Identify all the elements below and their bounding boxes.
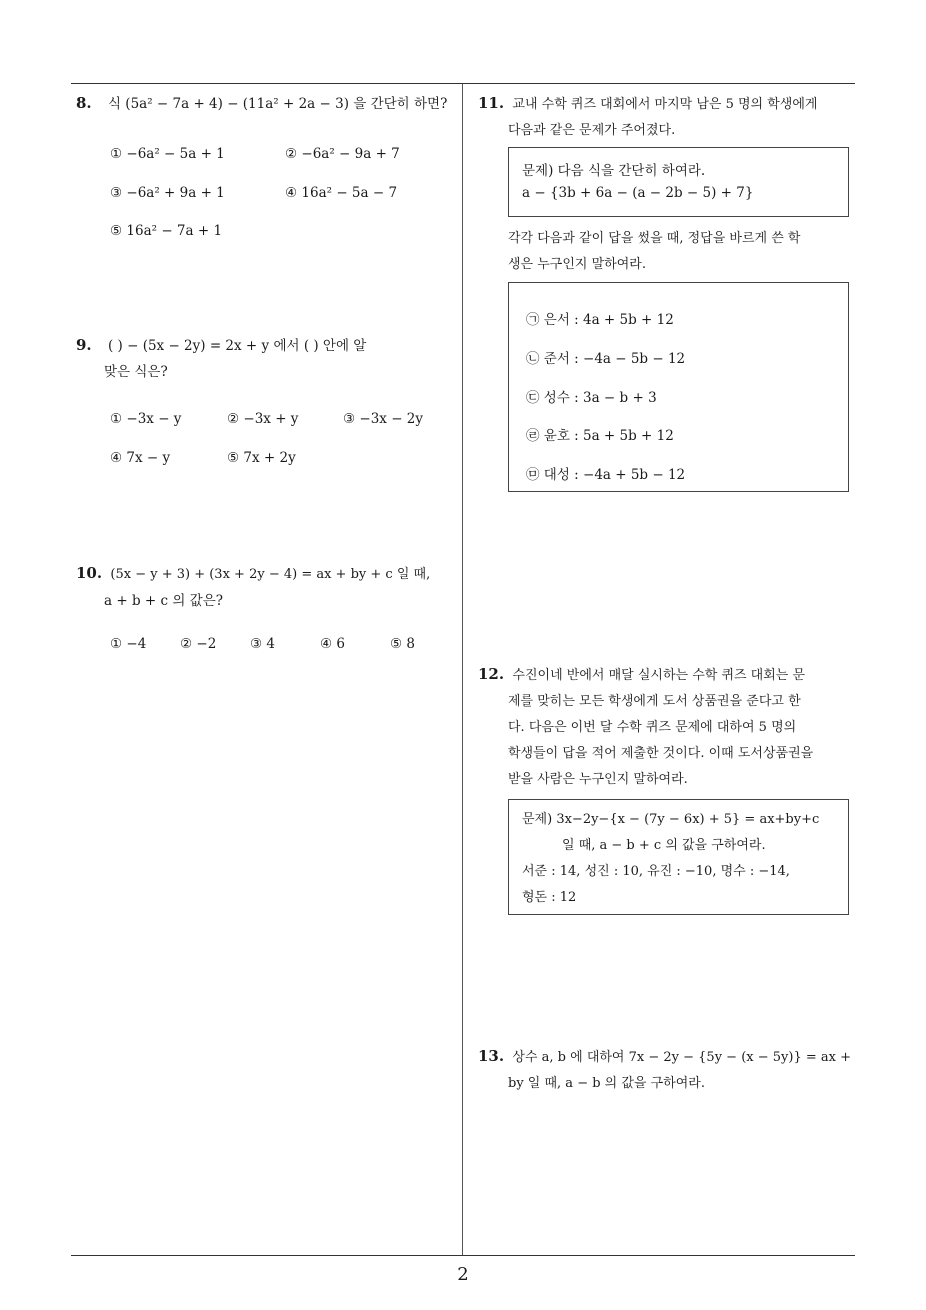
question-text-line2: 다음과 같은 문제가 주어졌다.	[508, 123, 676, 138]
question-12	[478, 661, 862, 793]
question-number: 10.	[76, 564, 103, 582]
question-text: 식 (5a² − 7a + 4) − (11a² + 2a − 3) 을 간단히 하면?	[107, 96, 448, 112]
option-4[interactable]: ④ 16a² − 5a − 7	[285, 185, 398, 201]
option-3[interactable]: ③ −3x − 2y	[343, 411, 424, 427]
question-number: 8.	[76, 94, 92, 112]
answer-item[interactable]: ㉢ 성수 : 3a − b + 3	[526, 390, 657, 406]
option-4[interactable]: ④ 6	[320, 636, 345, 652]
answer-item[interactable]: ㉡ 준서 : −4a − 5b − 12	[526, 351, 686, 367]
question-text-line1: 교내 수학 퀴즈 대회에서 마지막 남은 5 명의 학생에게	[512, 97, 818, 112]
question-number: 11.	[478, 94, 505, 112]
problem-box	[508, 799, 849, 915]
problem-line2: 일 때, a − b + c 의 값을 구하여라.	[562, 838, 766, 853]
bottom-rule	[71, 1255, 855, 1256]
question-13	[478, 1043, 862, 1097]
option-4[interactable]: ④ 7x − y	[110, 450, 171, 466]
question-11-continued	[508, 226, 860, 278]
question-number: 9.	[76, 336, 92, 354]
option-3[interactable]: ③ −6a² + 9a + 1	[110, 185, 225, 201]
option-3[interactable]: ③ 4	[250, 636, 275, 652]
problem-line1: 문제) 3x−2y−{x − (7y − 6x) + 5} = ax+by+c	[522, 812, 820, 827]
question-text-line2: 맞은 식은?	[104, 364, 168, 380]
option-5[interactable]: ⑤ 8	[390, 636, 415, 652]
answer-item[interactable]: ㉠ 은서 : 4a + 5b + 12	[526, 312, 674, 328]
page-number: 2	[457, 1264, 469, 1285]
question-text-line2: 제를 맞히는 모든 학생에게 도서 상품권을 준다고 한	[508, 694, 801, 709]
option-1[interactable]: ① −4	[110, 636, 147, 652]
question-number: 13.	[478, 1047, 505, 1065]
question-text-line4: 생은 누구인지 말하여라.	[508, 257, 646, 272]
question-number: 12.	[478, 665, 505, 683]
top-rule	[71, 83, 855, 84]
answer-item[interactable]: ㉣ 윤호 : 5a + 5b + 12	[526, 428, 674, 444]
question-9	[76, 332, 456, 385]
problem-box	[508, 147, 849, 217]
option-5[interactable]: ⑤ 16a² − 7a + 1	[110, 223, 223, 239]
column-divider	[462, 84, 463, 1255]
problem-line1: 문제) 다음 식을 간단히 하여라.	[522, 163, 706, 179]
option-2[interactable]: ② −2	[180, 636, 217, 652]
option-1[interactable]: ① −6a² − 5a + 1	[110, 146, 225, 162]
question-text-line1: ( ) − (5x − 2y) = 2x + y 에서 ( ) 안에 알	[107, 338, 367, 354]
question-text-line1: (5x − y + 3) + (3x + 2y − 4) = ax + by + c 일 때,	[110, 567, 431, 582]
option-5[interactable]: ⑤ 7x + 2y	[227, 450, 296, 466]
question-text-line3: 다. 다음은 이번 달 수학 퀴즈 문제에 대하여 5 명의	[508, 720, 797, 735]
question-text-line1: 상수 a, b 에 대하여 7x − 2y − {5y − (x − 5y)} = ax +	[512, 1050, 851, 1065]
student-answers-line2: 형돈 : 12	[522, 890, 577, 905]
question-text-line2: by 일 때, a − b 의 값을 구하여라.	[508, 1076, 705, 1091]
student-answers-line1: 서준 : 14, 성진 : 10, 유진 : −10, 명수 : −14,	[522, 864, 790, 879]
question-11	[478, 90, 862, 144]
question-8	[76, 90, 456, 117]
option-2[interactable]: ② −3x + y	[227, 411, 299, 427]
question-text-line5: 받을 사람은 누구인지 말하여라.	[508, 772, 688, 787]
answers-box	[508, 282, 849, 492]
question-text-line1: 수진이네 반에서 매달 실시하는 수학 퀴즈 대회는 문	[512, 668, 806, 683]
question-text-line3: 각각 다음과 같이 답을 썼을 때, 정답을 바르게 쓴 학	[508, 231, 801, 246]
question-text-line4: 학생들이 답을 적어 제출한 것이다. 이때 도서상품권을	[508, 746, 814, 761]
option-1[interactable]: ① −3x − y	[110, 411, 182, 427]
question-10	[76, 560, 460, 614]
option-2[interactable]: ② −6a² − 9a + 7	[285, 146, 400, 162]
answer-item[interactable]: ㉤ 대성 : −4a + 5b − 12	[526, 467, 686, 483]
problem-line2: a − {3b + 6a − (a − 2b − 5) + 7}	[522, 185, 754, 201]
question-text-line2: a + b + c 의 값은?	[104, 593, 223, 609]
